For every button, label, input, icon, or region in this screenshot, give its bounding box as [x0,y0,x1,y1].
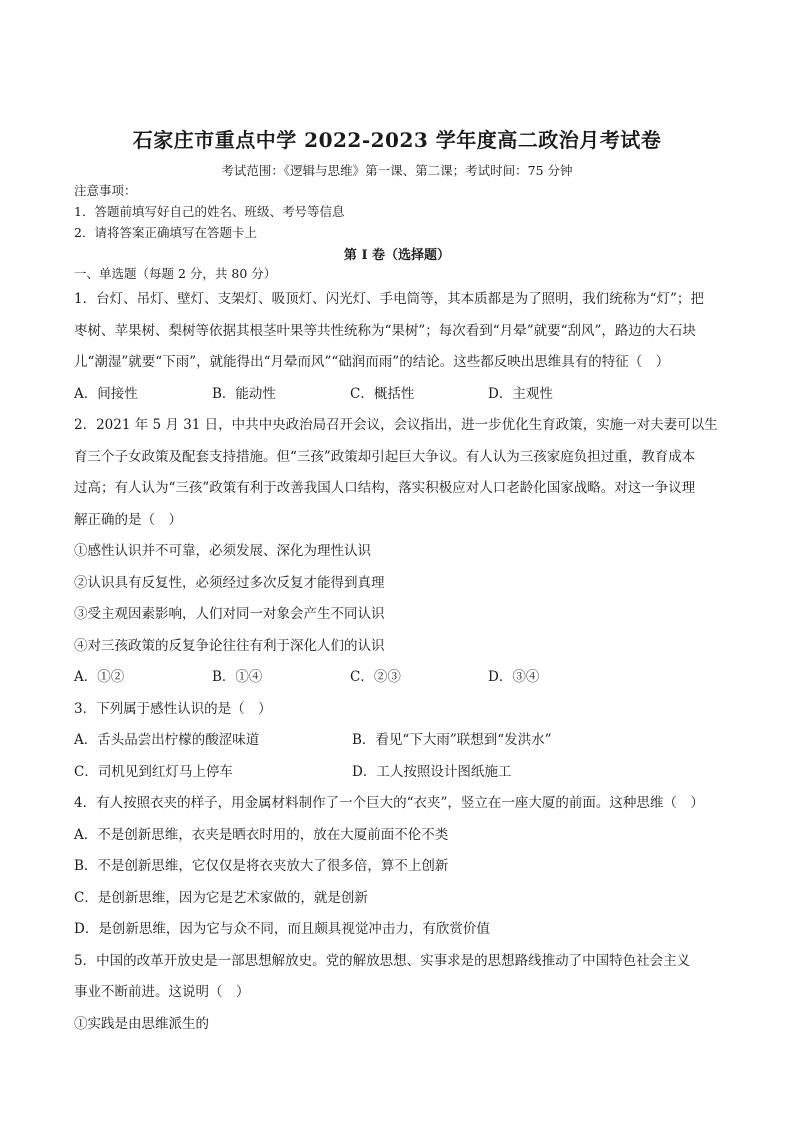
option-b: B．能动性 [212,385,276,402]
question-text: 解正确的是（ ） [74,511,182,528]
question-2 [74,410,724,694]
question-text: 4．有人按照衣夹的样子，用金属材料制作了一个巨大的“衣夹”，竖立在一座大厦的前面。这种思维（ ） [74,795,704,811]
option-d: D．③④ [488,669,540,685]
question-text: 儿“潮湿”就要“下雨”，就能得出“月晕而风”“础润而雨”的结论。这些都反映出思维具有的特征（ ） [74,354,670,370]
question-text: 事业不断前进。这说明（ ） [74,984,250,1000]
note-item: 2．请将答案正确填写在答题卡上 [74,225,257,240]
notes [74,180,724,243]
notes-heading: 注意事项： [74,183,137,198]
statement: ②认识具有反复性，必须经过多次反复才能得到真理 [74,574,385,591]
question-text: 育三个子女政策及配套支持措施。但“三孩”政策却引起巨大争议。有人认为三孩家庭负担过重，教育成本 [74,448,696,465]
question-text: 5．中国的改革开放史是一部思想解放史。党的解放思想、实事求是的思想路线推动了中国特色社会主义 [74,952,691,969]
option-a: A．不是创新思维，衣夹是晒衣时用的，放在大厦前面不伦不类 [74,826,449,843]
option-d: D．工人按照设计图纸施工 [352,763,512,780]
option-a: A．舌头品尝出柠檬的酸涩味道 [74,732,260,748]
statement: ④对三孩政策的反复争论往往有利于深化人们的认识 [74,637,385,654]
option-b: B．不是创新思维，它仅仅是将衣夹放大了很多倍，算不上创新 [74,858,449,874]
statement: ①感性认识并不可靠，必须发展、深化为理性认识 [74,543,371,559]
question-text: 3．下列属于感性认识的是（ ） [74,700,272,717]
options-row [74,379,724,411]
question-text: 枣树、苹果树、梨树等依据其根茎叶果等共性统称为“果树”；每次看到“月晕”就要“刮风”，路边的大石块 [74,322,696,339]
option-c: C．②③ [350,669,401,685]
question-1 [74,284,724,410]
question-5 [74,946,724,1041]
exam-title: 石家庄市重点中学 2022-2023 学年度高二政治月考试卷 [132,128,662,152]
question-text: 2．2021 年 5 月 31 日，中共中央政治局召开会议，会议指出，进一步优化生育政策，实施一对夫妻可以生 [74,417,718,433]
question-text: 1．台灯、吊灯、壁灯、支架灯、吸顶灯、闪光灯、手电筒等，其本质都是为了照明，我们统称为“灯”；把 [74,291,704,307]
option-d: D．是创新思维，因为它与众不同，而且颇具视觉冲击力，有欣赏价值 [74,921,490,937]
part-heading: 一、单选题（每题 2 分，共 80 分） [74,266,277,281]
question-3 [74,694,724,789]
options-row [74,662,724,694]
option-a: A．①② [74,669,125,685]
options-row [74,757,724,789]
option-d: D．主观性 [488,385,553,402]
note-item: 1．答题前填写好自己的姓名、班级、考号等信息 [74,204,345,219]
question-text: 过高；有人认为“三孩”政策有利于改善我国人口结构，落实积极应对人口老龄化国家战略。对这一争议理 [74,480,696,496]
statement: ③受主观因素影响，人们对同一对象会产生不同认识 [74,606,385,622]
question-list [74,284,724,1040]
exam-scope: 考试范围：《逻辑与思维》第一课、第二课；考试时间：75 分钟 [221,163,573,178]
option-c: C．司机见到红灯马上停车 [74,763,233,780]
option-b: B．看见“下大雨”联想到“发洪水” [352,732,552,748]
option-c: C．是创新思维，因为它是艺术家做的，就是创新 [74,889,368,906]
statement: ①实践是由思维派生的 [74,1015,209,1032]
question-4 [74,788,724,946]
option-b: B．①④ [212,669,263,685]
options-row [74,725,724,757]
option-a: A．间接性 [74,385,138,402]
option-c: C．概括性 [350,385,415,402]
section-title: 第 I 卷（选择题） [343,248,451,263]
